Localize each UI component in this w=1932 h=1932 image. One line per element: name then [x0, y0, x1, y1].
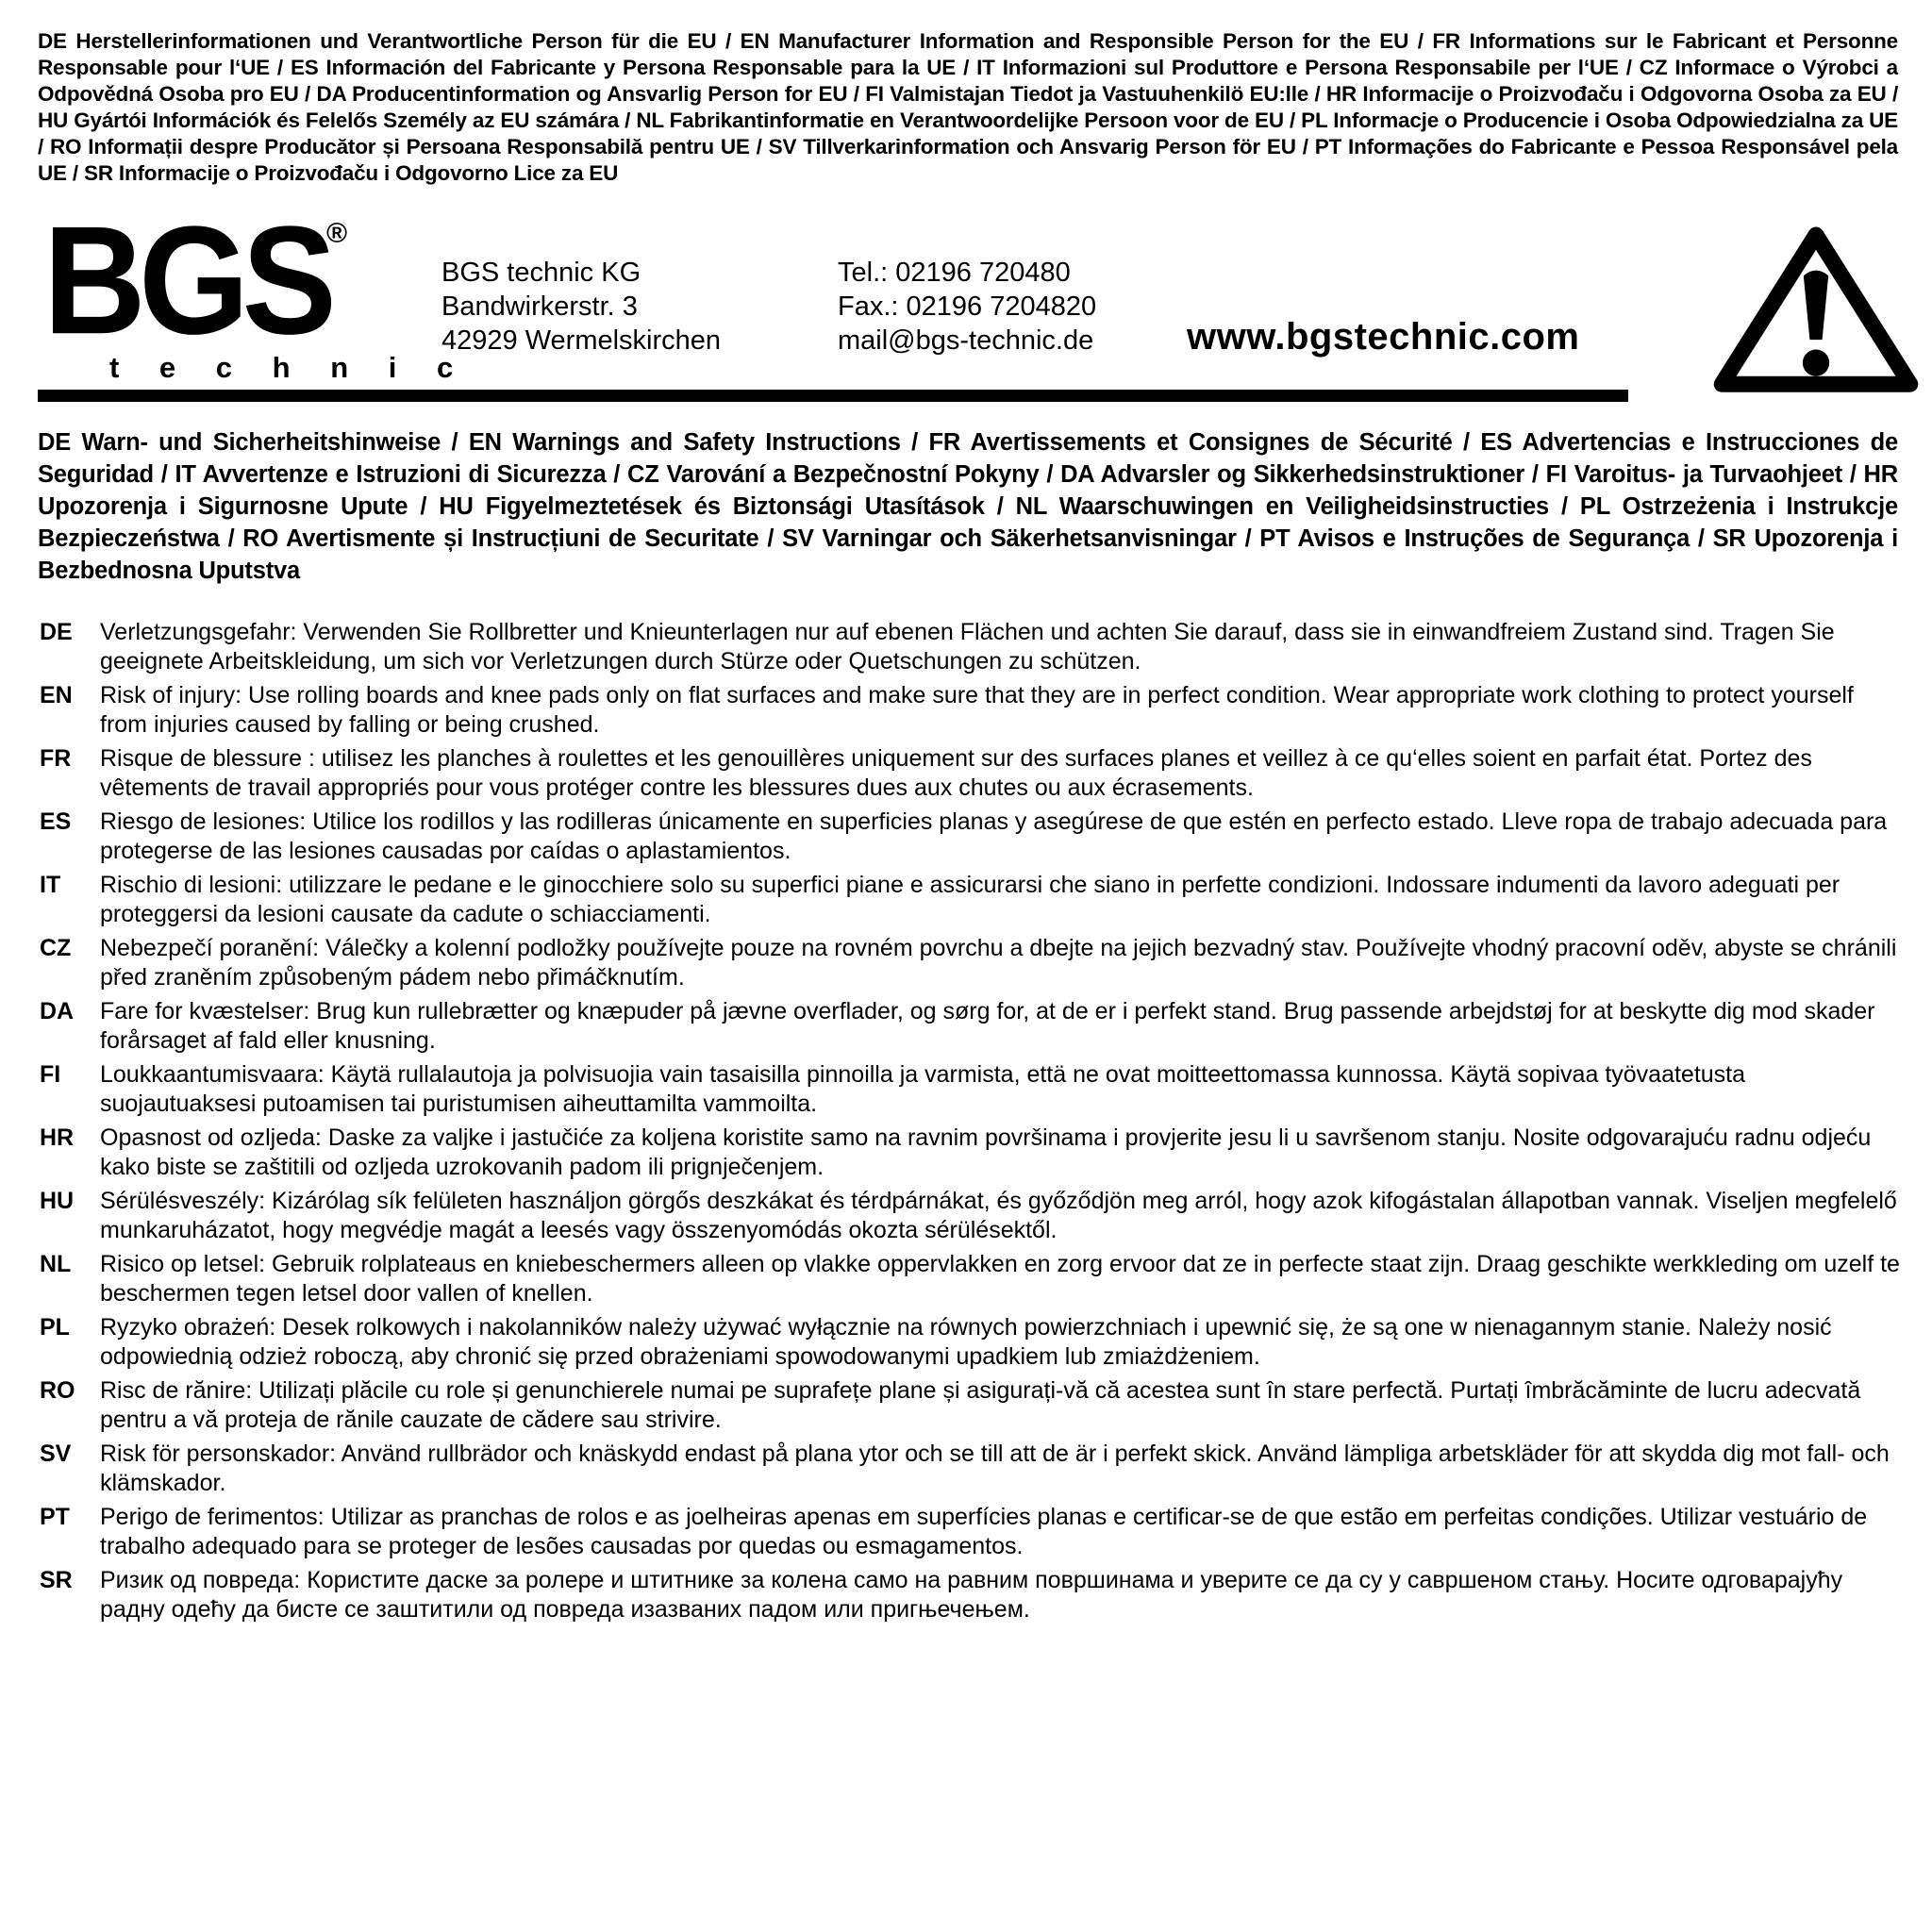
- warning-item: [40, 871, 1902, 929]
- warning-text: Riesgo de lesiones: Utilice los rodillos y las rodilleras únicamente en superficies planas y asegúrese de que estén en perfecto estado. Lleve ropa de trabajo adecuada para protegerse de las lesiones causadas por caídas o aplastamientos.: [100, 808, 1888, 864]
- language-code: CZ: [40, 935, 72, 961]
- warning-text: Loukkaantumisvaara: Käytä rullalautoja ja polvisuojia vain tasaisilla pinnoilla ja varmista, että ne ovat moitteettomassa kunnossa. Käytä sopivaa työvaatetusta suojautuaksesi putoamisen tai puristumisen aiheuttamilta vammoilta.: [100, 1061, 1746, 1117]
- warning-item: [40, 1503, 1902, 1561]
- warning-item: [40, 618, 1902, 676]
- horizontal-divider: [38, 390, 1628, 402]
- warning-item: [40, 1250, 1902, 1308]
- warning-text: Fare for kvæstelser: Brug kun rullebrætter og knæpuder på jævne overflader, og sørg for, at de er i perfekt stand. Brug passende arbejdstøj for at beskytte dig mod skader forårsaget af fald eller knusning.: [100, 998, 1875, 1054]
- bgs-logo: [43, 193, 470, 385]
- warning-item: [40, 808, 1902, 866]
- bgs-logo-wordmark: BGS: [43, 193, 330, 366]
- warnings-heading: DE Warn- und Sicherheitshinweise / EN Warnings and Safety Instructions / FR Avertissements et Consignes de Sécurité / ES Advertencias e Instrucciones de Seguridad / IT Avvertenze e Istruzioni di Sicurezza / CZ Varování a Bezpečnostní Pokyny / DA Advarsler og Sikkerhedsinstruktioner / FI Varoitus- ja Turvaohjeet / HR Upozorenja i Sigurnosne Upute / HU Figyelmeztetések és Biztonsági Utasítások / NL Waarschuwingen en Veiligheidsinstructies / PL Ostrzeżenia i Instrukcje Bezpieczeństwa / RO Avertismente și Instrucțiuni de Securitate / SV Varningar och Säkerhetsanvisningar / PT Avisos e Instruções de Segurança / SR Upozorenja i Bezbednosna Uputstva: [38, 429, 1898, 584]
- company-email: mail@bgs-technic.de: [838, 325, 1094, 356]
- warning-text: Risico op letsel: Gebruik rolplateaus en kniebeschermers alleen op vlakke oppervlakken en zorg ervoor dat ze in perfecte staat zijn. Draag geschikte werkkleding om uzelf te beschermen tegen letsel door vallen of knellen.: [100, 1251, 1900, 1307]
- warning-text: Perigo de ferimentos: Utilizar as pranchas de rolos e as joelheiras apenas em superfícies planas e certificar-se de que estão em perfeitas condições. Utilizar vestuário de trabalho adequado para se proteger de lesões causadas por quedas ou esmagamentos.: [100, 1504, 1868, 1559]
- company-address-block: [441, 256, 721, 358]
- warning-item: [40, 681, 1902, 740]
- language-code: DA: [40, 998, 75, 1024]
- warning-text: Ризик од повреда: Користите даске за ролере и штитнике за колена само на равним површинама и уверите се да су у савршеном стању. Носите одговарајућу радну одећу да бисте се заштитили од повреда изазваних падом или пригњечењем.: [100, 1567, 1843, 1623]
- warning-text: Risque de blessure : utilisez les planches à roulettes et les genouillères uniquement sur des surfaces planes et veillez à ce qu‘elles soient en parfait état. Portez des vêtements de travail appropriés pour vous protéger contre les blessures dues aux chutes ou aux écrasements.: [100, 745, 1812, 801]
- warning-text: Risk för personskador: Använd rullbrädor och knäskydd endast på plana ytor och se till att de är i perfekt skick. Använd lämpliga arbetskläder för att skydda dig mot fall- och klämskador.: [100, 1441, 1890, 1496]
- manufacturer-info-heading: DE Herstellerinformationen und Verantwortliche Person für die EU / EN Manufacturer Information and Responsible Person for the EU / FR Informations sur le Fabricant et Personne Responsable pour l‘UE / ES Información del Fabricante y Persona Responsable para la UE / IT Informazioni sul Produttore e Persona Responsabile per l‘UE / CZ Informace o Výrobci a Odpovědná Osoba pro EU / DA Producentinformation og Ansvarlig Person for EU / FI Valmistajan Tiedot ja Vastuuhenkilö EU:lle / HR Informacije o Proizvođaču i Odgovorna Osoba za EU / HU Gyártói Információk és Felelős Személy az EU számára / NL Fabrikantinformatie en Verantwoordelijke Persoon voor de EU / PL Informacje o Producencie i Osoba Odpowiedzialna za UE / RO Informații despre Producător și Persoana Responsabilă pentru UE / SV Tillverkarinformation och Ansvarig Person för EU / PT Informações do Fabricante e Pessoa Responsável pela UE / SR Informacije o Proizvođaču i Odgovorno Lice za EU: [38, 29, 1898, 185]
- language-code: FR: [40, 745, 72, 772]
- warning-item: [40, 1060, 1902, 1119]
- language-code: HU: [40, 1188, 75, 1214]
- language-code: EN: [40, 682, 73, 708]
- warning-item: [40, 744, 1902, 803]
- brand-row: [38, 193, 1923, 405]
- language-code: HR: [40, 1124, 75, 1151]
- language-code: RO: [40, 1377, 75, 1404]
- warning-text: Risk of injury: Use rolling boards and knee pads only on flat surfaces and make sure that they are in perfect condition. Wear appropriate work clothing to protect yourself from injuries caused by falling or being crushed.: [100, 682, 1854, 738]
- warning-text: Rischio di lesioni: utilizzare le pedane e le ginocchiere solo su superfici piane e assicurarsi che siano in perfette condizioni. Indossare indumenti da lavoro adeguati per proteggersi da lesioni causate da cadute o schiacciamenti.: [100, 872, 1840, 927]
- warning-item: [40, 1313, 1902, 1372]
- warning-text: Nebezpečí poranění: Válečky a kolenní podložky používejte pouze na rovném povrchu a dbejte na jejich bezvadný stav. Používejte vhodný pracovní oděv, abyste se chránili před zraněním způsobeným pádem nebo přimáčknutím.: [100, 935, 1897, 991]
- warning-item: [40, 934, 1902, 992]
- warning-text: Opasnost od ozljeda: Daske za valjke i jastučiće za koljena koristite samo na ravnim površinama i provjerite jesu li u savršenom stanju. Nosite odgovarajuću radnu odjeću kako biste se zaštitili od ozljeda uzrokovanih padom ili prignječenjem.: [100, 1124, 1872, 1180]
- language-code: IT: [40, 872, 61, 898]
- warning-text: Ryzyko obrażeń: Desek rolkowych i nakolanników należy używać wyłącznie na równych powierzchniach i upewnić się, że są one w nienagannym stanie. Należy nosić odpowiednią odzież roboczą, aby chronić się przed obrażeniami spowodowanymi upadkiem lub zmiażdżeniem.: [100, 1314, 1832, 1370]
- company-name: BGS technic KG: [441, 258, 641, 288]
- company-website: www.bgstechnic.com: [1187, 316, 1580, 358]
- language-code: SR: [40, 1567, 73, 1593]
- language-code: FI: [40, 1061, 61, 1088]
- warning-item: [40, 1376, 1902, 1435]
- company-contact-block: [838, 256, 1096, 358]
- warnings-list: [40, 618, 1902, 1629]
- registered-trademark-icon: ®: [326, 218, 348, 249]
- warning-item: [40, 1187, 1902, 1245]
- company-street: Bandwirkerstr. 3: [441, 291, 638, 322]
- warning-item: [40, 997, 1902, 1056]
- warning-text: Sérülésveszély: Kizárólag sík felületen használjon görgős deszkákat és térdpárnákat, és győződjön meg arról, hogy azok kifogástalan állapotban vannak. Viseljen megfelelő munkaruházatot, hogy megvédje magát a leesés vagy összenyomódás okozta sérülésektől.: [100, 1188, 1897, 1243]
- language-code: DE: [40, 619, 73, 645]
- bgs-logo-technic-text: t e c h n i c: [109, 351, 470, 384]
- company-phone: Tel.: 02196 720480: [838, 258, 1071, 288]
- warning-item: [40, 1566, 1902, 1624]
- warning-text: Risc de rănire: Utilizați plăcile cu role și genunchierele numai pe suprafețe plane și asigurați-vă că acestea sunt în stare perfectă. Purtați îmbrăcăminte de lucru adecvată pentru a vă proteja de rănile cauzate de cădere sau strivire.: [100, 1377, 1861, 1433]
- company-fax: Fax.: 02196 7204820: [838, 291, 1097, 322]
- language-code: SV: [40, 1441, 72, 1467]
- warning-triangle-icon: [1709, 220, 1923, 403]
- warning-item: [40, 1440, 1902, 1498]
- language-code: NL: [40, 1251, 72, 1277]
- warning-text: Verletzungsgefahr: Verwenden Sie Rollbretter und Knieunterlagen nur auf ebenen Flächen und achten Sie darauf, dass sie in einwandfreiem Zustand sind. Tragen Sie geeignete Arbeitskleidung, um sich vor Verletzungen durch Stürze oder Quetschungen zu schützen.: [100, 619, 1835, 675]
- company-city: 42929 Wermelskirchen: [441, 325, 722, 356]
- language-code: PL: [40, 1314, 70, 1341]
- language-code: ES: [40, 808, 72, 835]
- language-code: PT: [40, 1504, 70, 1530]
- warning-item: [40, 1124, 1902, 1182]
